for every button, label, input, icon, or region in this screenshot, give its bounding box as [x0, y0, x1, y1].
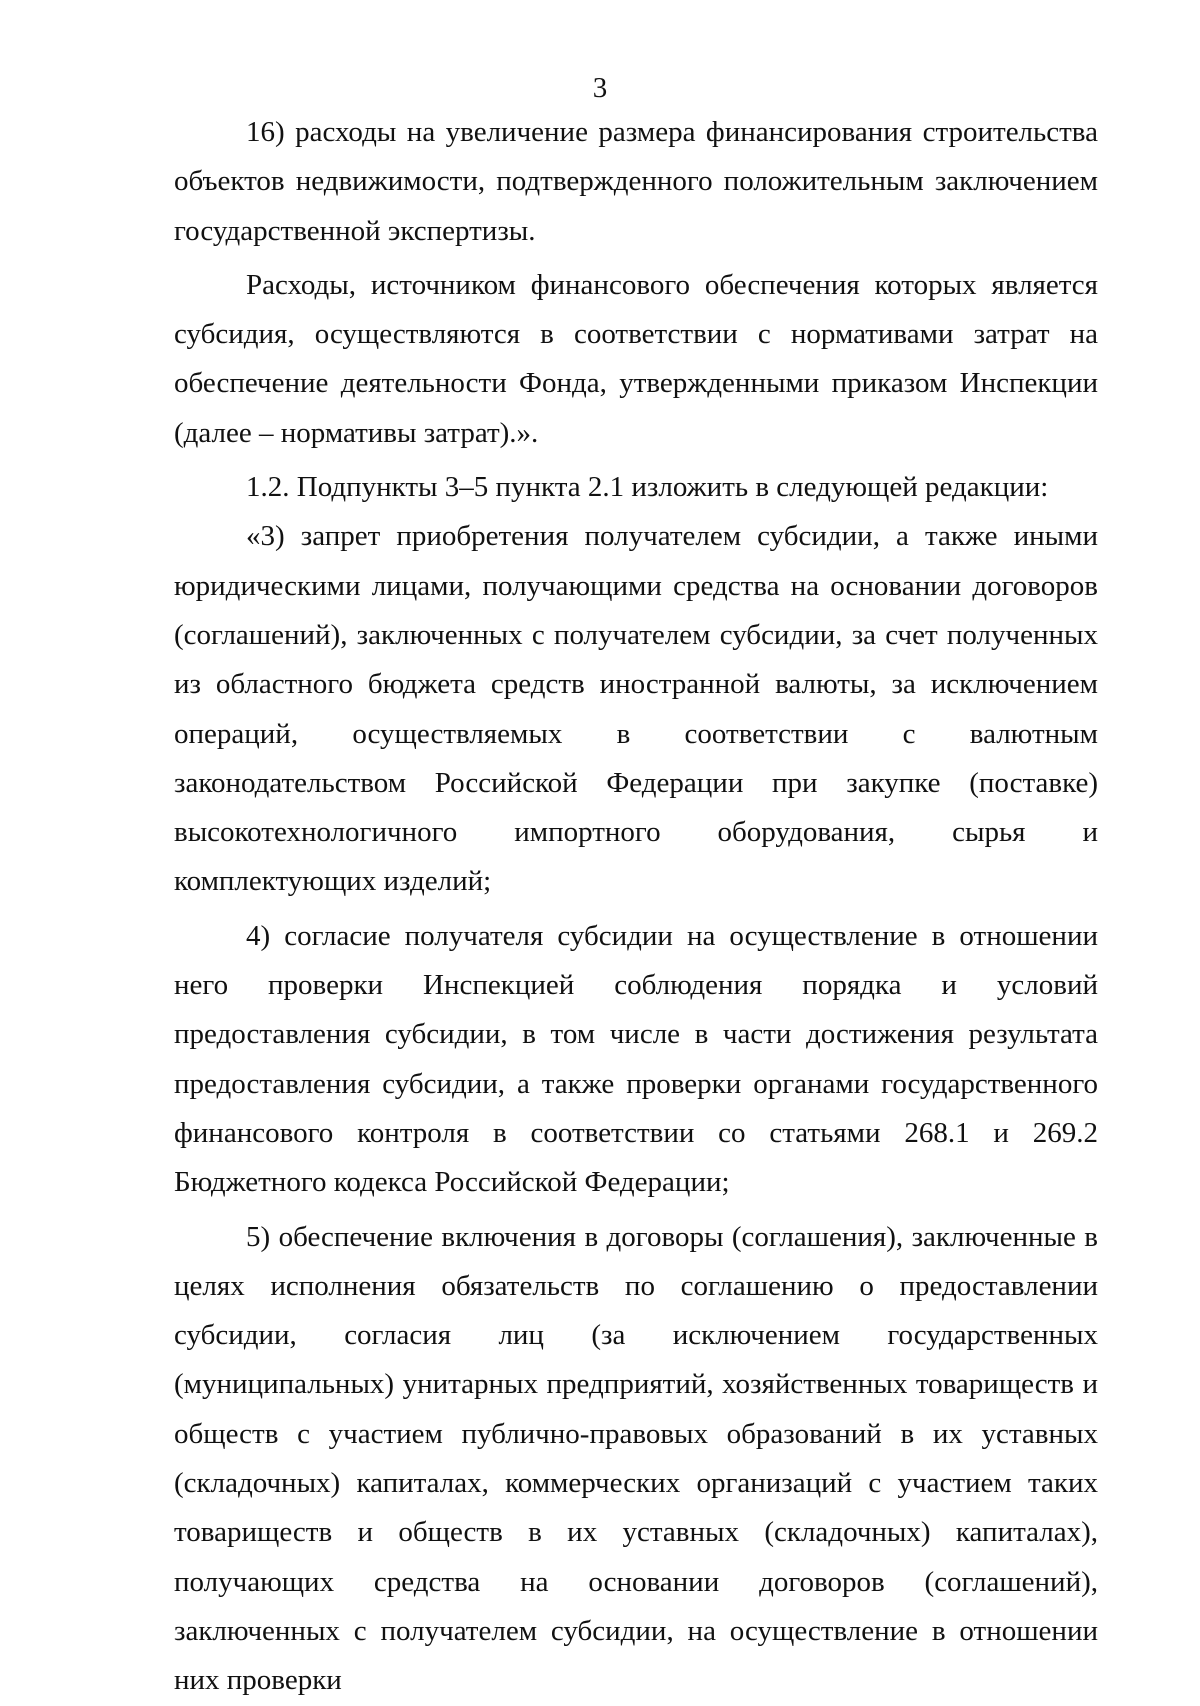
- paragraph-expenses-subsidy: Расходы, источником финансового обеспечения которых является субсидия, осуществляются в соответствии с нормативами затрат на обеспечение деятельности Фонда, утвержденными приказом Инспекции (далее – нормативы затрат).».: [174, 268, 1098, 449]
- document-body: [174, 108, 1098, 1706]
- paragraph-subitem-4: 4) согласие получателя субсидии на осуществление в отношении него проверки Инспекцией соблюдения порядка и условий предоставления субсидии, в том числе в части достижения результата предоставления субсидии, а также проверки органами государственного финансового контроля в соответствии со статьями 268.1 и 269.2 Бюджетного кодекса Российской Федерации;: [174, 919, 1098, 1199]
- paragraph-subitem-3: «3) запрет приобретения получателем субсидии, а также иными юридическими лицами, получающими средства на основании договоров (соглашений), заключенных с получателем субсидии, за счет полученных из областного бюджета средств иностранной валюты, за исключением операций, осуществляемых в соответствии с валютным законодательством Российской Федерации при закупке (поставке) высокотехнологичного импортного оборудования, сырья и комплектующих изделий;: [174, 520, 1098, 898]
- paragraph-item-16: 16) расходы на увеличение размера финансирования строительства объектов недвижимости, подтвержденного положительным заключением государственной экспертизы.: [174, 116, 1098, 247]
- paragraph-subitem-5: 5) обеспечение включения в договоры (соглашения), заключенные в целях исполнения обязательств по соглашению о предоставлении субсидии, согласия лиц (за исключением государственных (муниципальных) унитарных предприятий, хозяйственных товариществ и обществ с участием публично-правовых образований в их уставных (складочных) капиталах, коммерческих организаций с участием таких товариществ и обществ в их уставных (складочных) капиталах), получающих средства на основании договоров (соглашений), заключенных с получателем субсидии, на осуществление в отношении них проверки: [174, 1220, 1098, 1697]
- page-number: 3: [592, 72, 608, 104]
- paragraph-amendment-1-2: 1.2. Подпункты 3–5 пункта 2.1 изложить в следующей редакции:: [246, 471, 1049, 504]
